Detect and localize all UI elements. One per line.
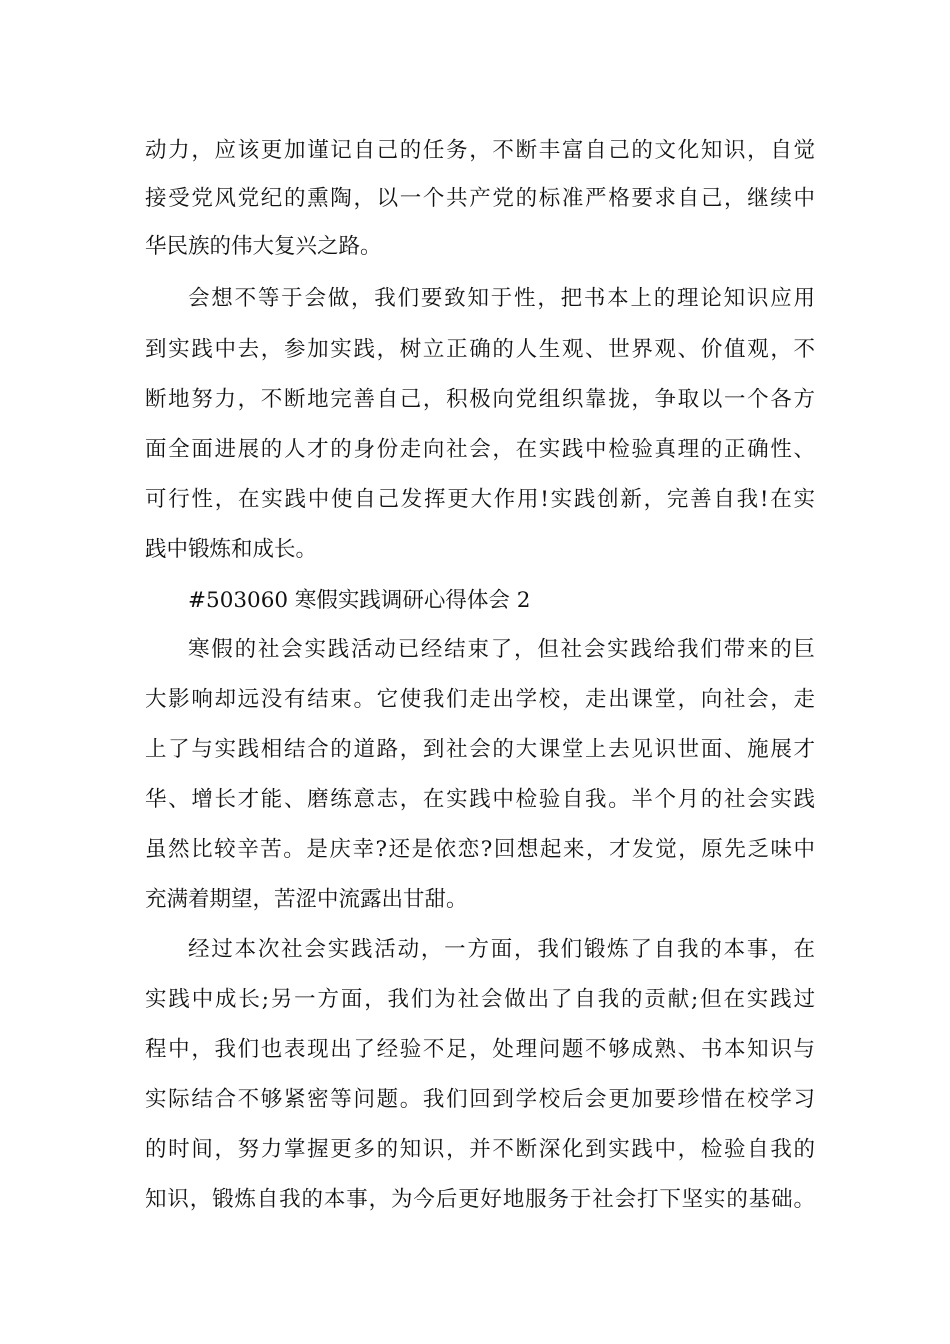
paragraph-line: 动力，应该更加谨记自己的任务，不断丰富自己的文化知识，自觉 [145, 138, 815, 163]
paragraph-line: 实际结合不够紧密等问题。我们回到学校后会更加要珍惜在校学习 [145, 1087, 815, 1112]
paragraph-line: 上了与实践相结合的道路，到社会的大课堂上去见识世面、施展才 [145, 737, 815, 762]
paragraph-line: 接受党风党纪的熏陶，以一个共产党的标准严格要求自己，继续中 [145, 186, 815, 211]
paragraph-line: 华民族的伟大复兴之路。 [145, 234, 382, 259]
paragraph-line: 经过本次社会实践活动，一方面，我们锻炼了自我的本事，在 [188, 937, 815, 962]
paragraph-line: 会想不等于会做，我们要致知于性，把书本上的理论知识应用 [188, 286, 815, 311]
paragraph-line: 知识，锻炼自我的本事，为今后更好地服务于社会打下坚实的基础。 [145, 1187, 815, 1212]
paragraph-line: 程中，我们也表现出了经验不足，处理问题不够成熟、书本知识与 [145, 1037, 815, 1062]
paragraph-line: 寒假的社会实践活动已经结束了，但社会实践给我们带来的巨 [188, 637, 815, 662]
paragraph-line: 践中锻炼和成长。 [145, 537, 318, 562]
paragraph-line: 充满着期望，苦涩中流露出甘甜。 [145, 887, 468, 912]
paragraph-line: 可行性，在实践中使自己发挥更大作用!实践创新，完善自我!在实 [145, 487, 815, 512]
paragraph-line: 的时间，努力掌握更多的知识，并不断深化到实践中，检验自我的 [145, 1137, 815, 1162]
paragraph-line: 虽然比较辛苦。是庆幸?还是依恋?回想起来，才发觉，原先乏味中 [145, 837, 815, 862]
paragraph-line: 断地努力，不断地完善自己，积极向党组织靠拢，争取以一个各方 [145, 387, 815, 412]
section-heading: #503060 寒假实践调研心得体会 2 [188, 588, 531, 613]
paragraph-line: 大影响却远没有结束。它使我们走出学校，走出课堂，向社会，走 [145, 687, 815, 712]
paragraph-line: 面全面进展的人才的身份走向社会，在实践中检验真理的正确性、 [145, 437, 815, 462]
paragraph-line: 华、增长才能、磨练意志，在实践中检验自我。半个月的社会实践 [145, 787, 815, 812]
paragraph-line: 实践中成长;另一方面，我们为社会做出了自我的贡献;但在实践过 [145, 987, 815, 1012]
paragraph-line: 到实践中去，参加实践，树立正确的人生观、世界观、价值观，不 [145, 337, 815, 362]
